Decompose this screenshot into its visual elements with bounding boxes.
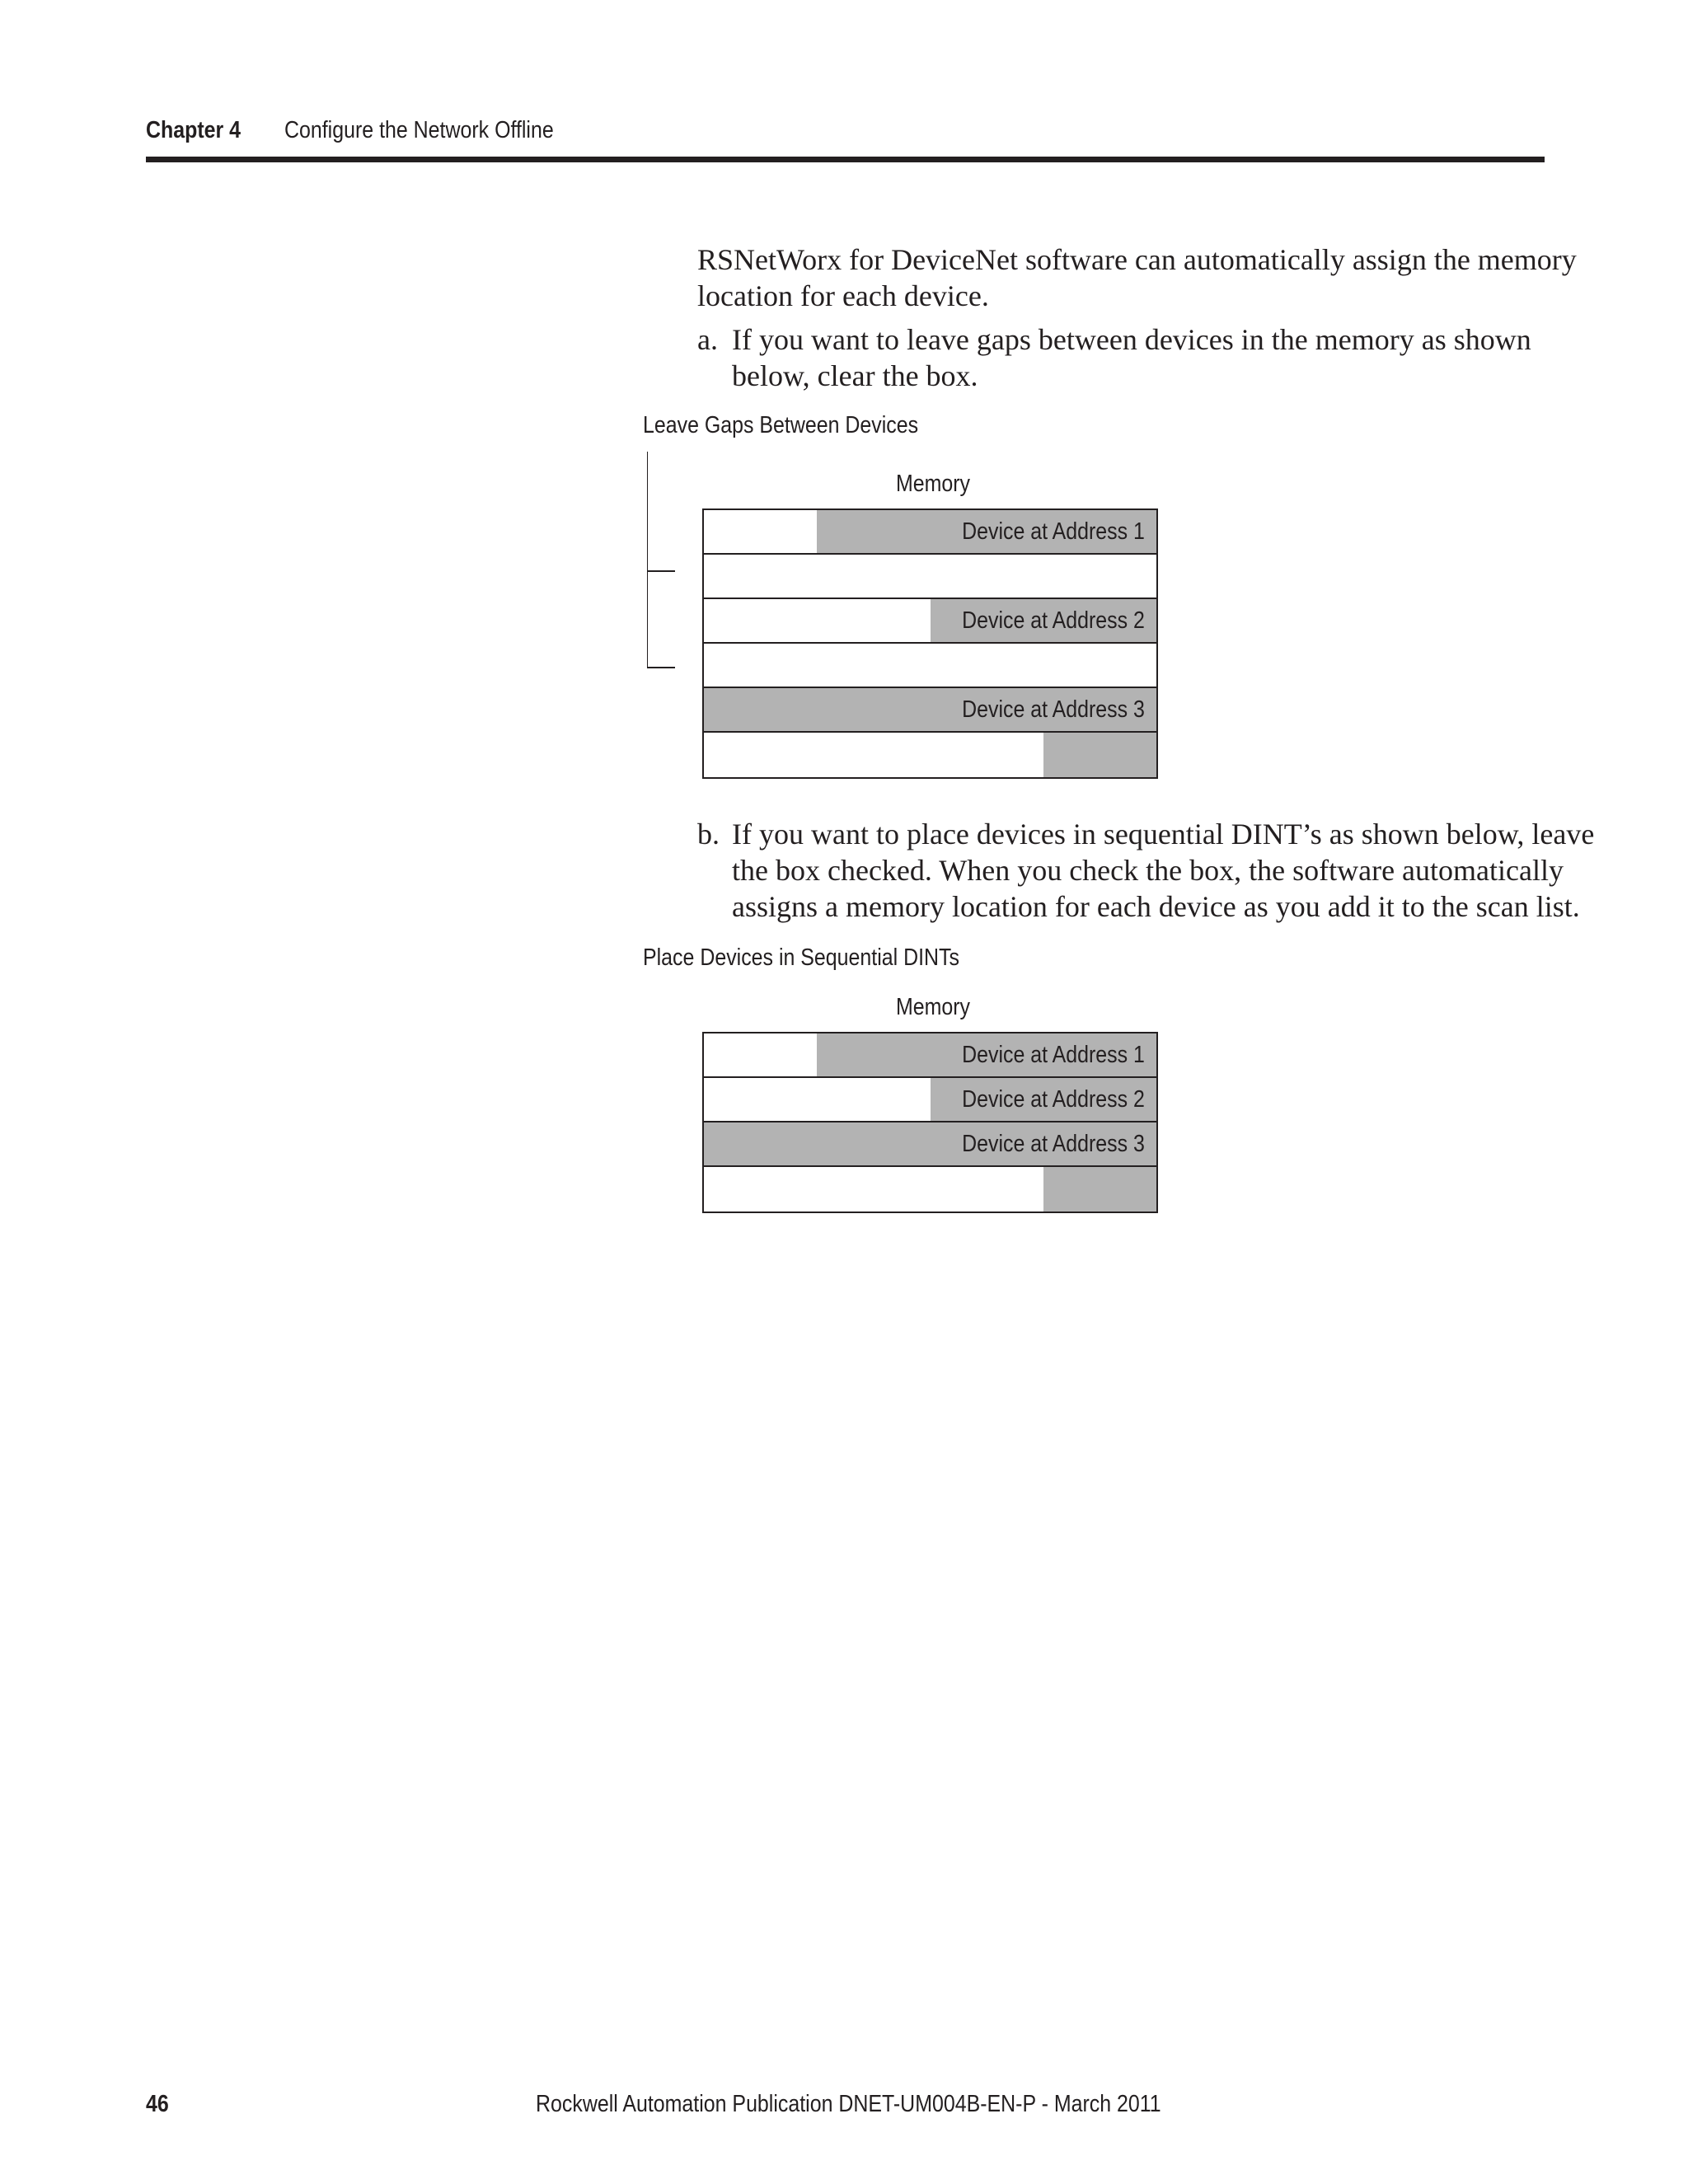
intro-line: location for each device.	[697, 279, 989, 312]
memory-table-gaps	[702, 509, 1158, 779]
step-a-line: below, clear the box.	[732, 359, 978, 392]
page-number: 46	[146, 2091, 169, 2117]
memory-row	[704, 510, 1156, 555]
figure-gaps-caption: Leave Gaps Between Devices	[643, 412, 919, 438]
step-a-text	[732, 321, 1531, 394]
step-b-line: If you want to place devices in sequential DINT’s as shown below, leave	[732, 818, 1595, 851]
chapter-title: Configure the Network Offline	[284, 117, 554, 143]
intro-paragraph	[697, 241, 1577, 314]
memory-row	[704, 1033, 1156, 1078]
device-memory-fill	[1043, 1167, 1156, 1212]
device-label: Device at Address 3	[962, 696, 1145, 723]
device-label: Device at Address 1	[962, 1042, 1145, 1068]
device-memory-fill	[1043, 733, 1156, 777]
memory-row	[704, 555, 1156, 599]
publication-info: Rockwell Automation Publication DNET-UM004B-EN-P - March 2011	[536, 2091, 1161, 2117]
step-b-text	[732, 816, 1594, 925]
device-label: Device at Address 3	[962, 1131, 1145, 1157]
memory-row	[704, 644, 1156, 688]
step-b-line: assigns a memory location for each device as you add it to the scan list.	[732, 890, 1580, 923]
memory-row	[704, 733, 1156, 777]
device-label: Device at Address 2	[962, 1086, 1145, 1113]
device-label: Device at Address 1	[962, 518, 1145, 545]
step-a-line: If you want to leave gaps between devices in the memory as shown	[732, 323, 1531, 356]
chapter-label: Chapter 4	[146, 117, 241, 143]
header-rule	[146, 157, 1545, 162]
gap-bracket	[647, 452, 705, 682]
memory-row	[704, 1122, 1156, 1167]
step-a-marker: a.	[697, 323, 718, 356]
memory-row	[704, 1078, 1156, 1122]
memory-table-sequential	[702, 1032, 1158, 1213]
device-label: Device at Address 2	[962, 607, 1145, 634]
memory-row	[704, 1167, 1156, 1212]
memory-row	[704, 599, 1156, 644]
step-b-marker: b.	[697, 818, 720, 851]
memory-row	[704, 688, 1156, 733]
memory-label: Memory	[895, 994, 971, 1020]
memory-label: Memory	[895, 471, 971, 497]
figure-sequential-caption: Place Devices in Sequential DINTs	[643, 944, 959, 971]
step-b-line: the box checked. When you check the box, the software automatically	[732, 854, 1564, 887]
intro-line: RSNetWorx for DeviceNet software can automatically assign the memory	[697, 243, 1577, 276]
